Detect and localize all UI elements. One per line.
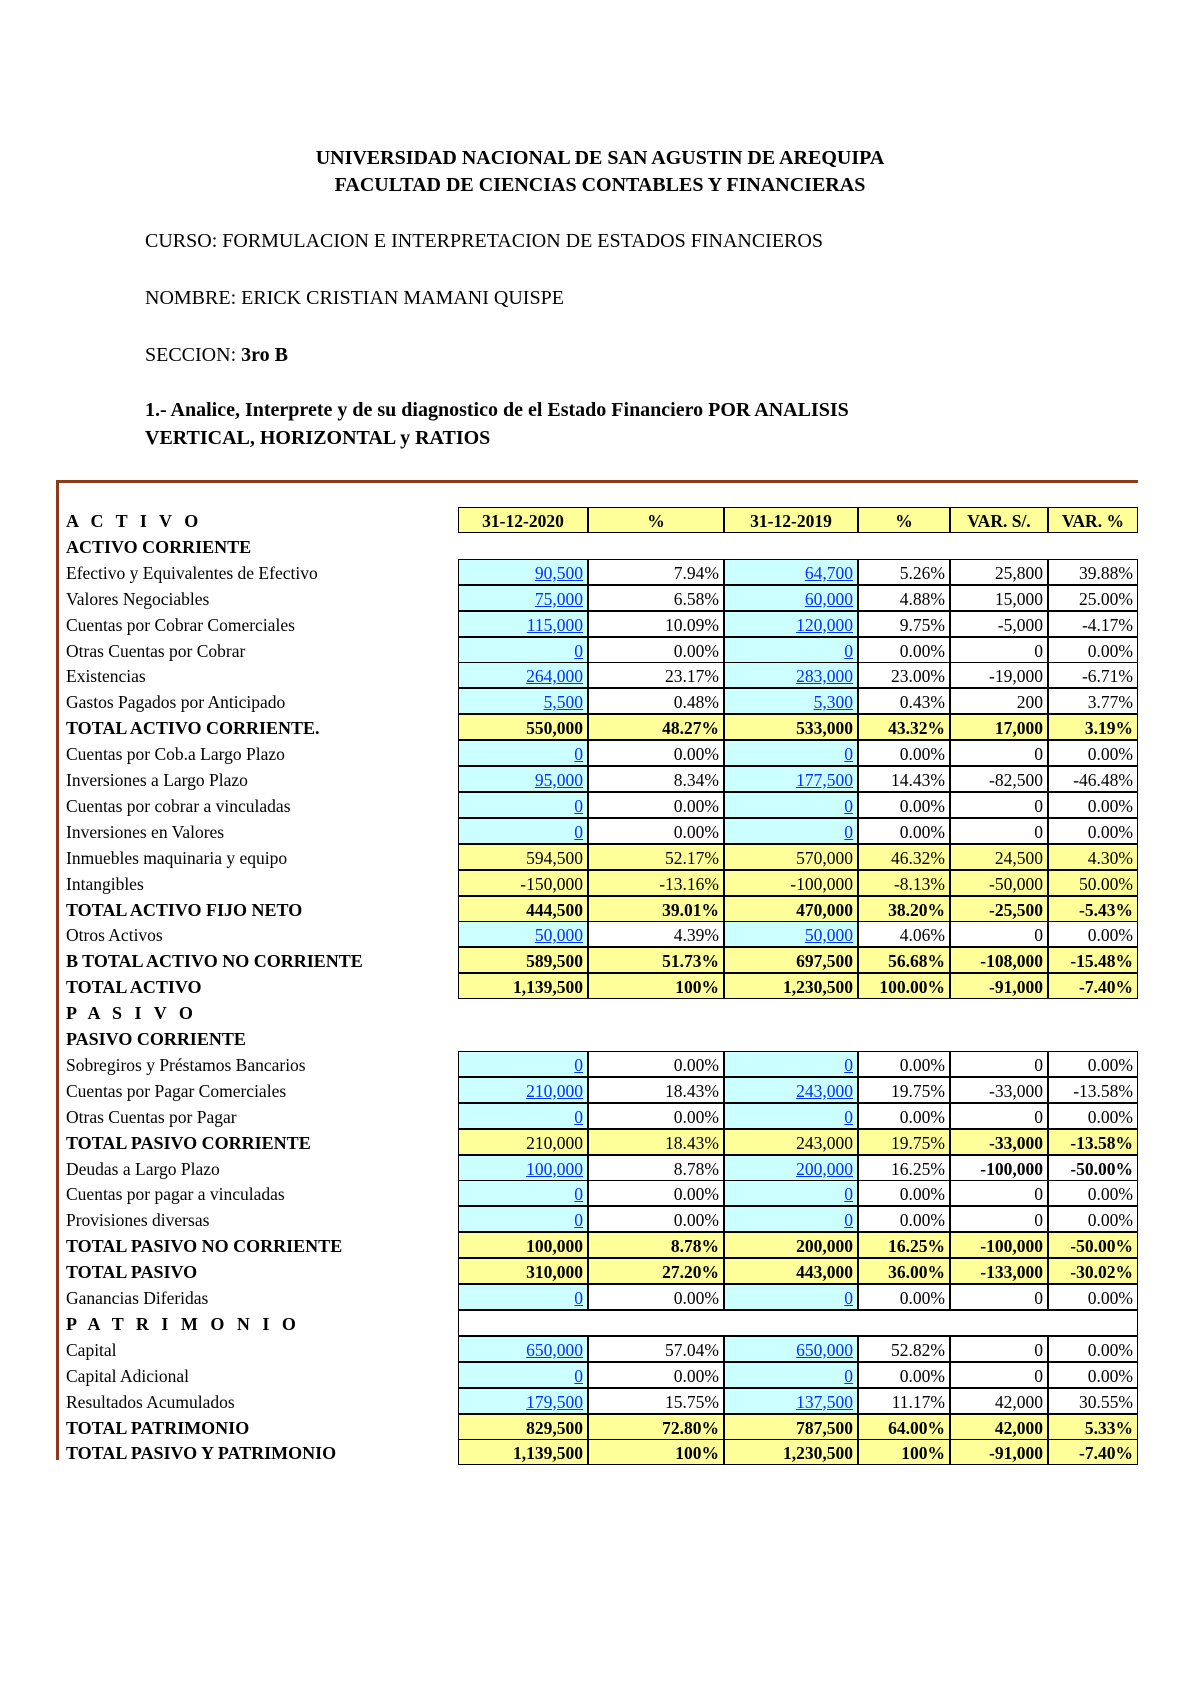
row-label: TOTAL PATRIMONIO: [66, 1417, 250, 1438]
value-cell: 3.77%: [1048, 688, 1138, 714]
row-label: P A T R I M O N I O: [66, 1313, 300, 1334]
value-cell: 8.78%: [588, 1155, 724, 1181]
value-cell: 0: [950, 818, 1048, 844]
input-cell[interactable]: 0: [458, 1103, 588, 1129]
value-cell: -7.40%: [1048, 1439, 1138, 1465]
value-cell: 100%: [588, 1439, 724, 1465]
value-cell: 0: [950, 1103, 1048, 1129]
value-cell: -5.43%: [1048, 896, 1138, 922]
value-cell: 0.00%: [858, 637, 950, 663]
value-cell: -91,000: [950, 1439, 1048, 1465]
value-cell: 4.06%: [858, 921, 950, 947]
value-cell: 100%: [858, 1439, 950, 1465]
table-row: [0, 1103, 1200, 1129]
section-label: SECCION:: [145, 344, 242, 366]
table-row: [0, 1310, 1200, 1336]
value-cell: 6.58%: [588, 585, 724, 611]
table-row: [0, 973, 1200, 999]
value-cell: -4.17%: [1048, 611, 1138, 637]
value-cell: 310,000: [458, 1258, 588, 1284]
row-label: Cuentas por Pagar Comerciales: [66, 1080, 287, 1101]
value-cell: 0.00%: [1048, 818, 1138, 844]
value-cell: 36.00%: [858, 1258, 950, 1284]
value-cell: 697,500: [724, 947, 858, 973]
value-cell: 7.94%: [588, 559, 724, 585]
value-cell: 0.00%: [1048, 1051, 1138, 1077]
table-row: [0, 507, 1200, 533]
table-row: [0, 1439, 1200, 1465]
value-cell: -82,500: [950, 766, 1048, 792]
value-cell: 27.20%: [588, 1258, 724, 1284]
value-cell: 0.00%: [858, 1051, 950, 1077]
column-header: 31-12-2020: [458, 507, 588, 533]
value-cell: 18.43%: [588, 1129, 724, 1155]
table-row: [0, 947, 1200, 973]
value-cell: 243,000: [724, 1129, 858, 1155]
row-label: Cuentas por Cob.a Largo Plazo: [66, 744, 285, 765]
table-row: [0, 688, 1200, 714]
value-cell: -133,000: [950, 1258, 1048, 1284]
input-cell[interactable]: 5,500: [458, 688, 588, 714]
value-cell: 25,800: [950, 559, 1048, 585]
column-header: VAR. %: [1048, 507, 1138, 533]
table-row: [0, 533, 1200, 559]
table-row: [0, 1362, 1200, 1388]
table-row: [0, 1025, 1200, 1051]
input-cell[interactable]: 64,700: [724, 559, 858, 585]
value-cell: 0.00%: [858, 740, 950, 766]
input-cell[interactable]: 0: [458, 818, 588, 844]
value-cell: -7.40%: [1048, 973, 1138, 999]
input-cell[interactable]: 0: [458, 1051, 588, 1077]
value-cell: 0.00%: [1048, 1362, 1138, 1388]
value-cell: 4.30%: [1048, 844, 1138, 870]
value-cell: 42,000: [950, 1388, 1048, 1414]
value-cell: 0.00%: [1048, 921, 1138, 947]
input-cell[interactable]: 137,500: [724, 1388, 858, 1414]
value-cell: 1,230,500: [724, 1439, 858, 1465]
value-cell: 0.00%: [588, 637, 724, 663]
value-cell: 5.26%: [858, 559, 950, 585]
value-cell: 0.00%: [1048, 1284, 1138, 1310]
input-cell[interactable]: 0: [458, 1362, 588, 1388]
table-row: [0, 1051, 1200, 1077]
row-label: Provisiones diversas: [66, 1210, 210, 1231]
value-cell: 100%: [588, 973, 724, 999]
row-label: Inversiones a Largo Plazo: [66, 770, 248, 790]
input-cell[interactable]: 0: [458, 1206, 588, 1232]
value-cell: 3.19%: [1048, 714, 1138, 740]
value-cell: 443,000: [724, 1258, 858, 1284]
row-label: Deudas a Largo Plazo: [66, 1158, 220, 1179]
input-cell[interactable]: 200,000: [724, 1155, 858, 1181]
value-cell: 4.39%: [588, 921, 724, 947]
table-row: [0, 1414, 1200, 1440]
row-label: Inversiones en Valores: [66, 821, 225, 842]
table-row: [0, 662, 1200, 688]
table-row: [0, 611, 1200, 637]
table-row: [0, 999, 1200, 1025]
table-row: [0, 921, 1200, 947]
input-cell[interactable]: 0: [458, 1180, 588, 1206]
value-cell: 0.00%: [858, 1180, 950, 1206]
value-cell: 23.17%: [588, 662, 724, 688]
value-cell: -30.02%: [1048, 1258, 1138, 1284]
value-cell: 39.01%: [588, 896, 724, 922]
value-cell: 0: [950, 792, 1048, 818]
column-header: VAR. S/.: [950, 507, 1048, 533]
value-cell: 51.73%: [588, 947, 724, 973]
value-cell: 0.00%: [588, 1206, 724, 1232]
value-cell: 210,000: [458, 1129, 588, 1155]
value-cell: 5.33%: [1048, 1414, 1138, 1440]
value-cell: -33,000: [950, 1077, 1048, 1103]
value-cell: 24,500: [950, 844, 1048, 870]
column-header: %: [858, 507, 950, 533]
input-cell[interactable]: 264,000: [458, 662, 588, 688]
table-row: [0, 870, 1200, 896]
value-cell: 52.17%: [588, 844, 724, 870]
value-cell: 100,000: [458, 1232, 588, 1258]
row-label: Capital: [66, 1339, 117, 1360]
value-cell: -15.48%: [1048, 947, 1138, 973]
value-cell: 0.00%: [588, 1362, 724, 1388]
input-cell[interactable]: 243,000: [724, 1077, 858, 1103]
value-cell: 43.32%: [858, 714, 950, 740]
row-label: Valores Negociables: [66, 588, 210, 609]
column-header: 31-12-2019: [724, 507, 858, 533]
value-cell: -13.58%: [1048, 1077, 1138, 1103]
value-cell: 0.00%: [858, 1206, 950, 1232]
input-cell[interactable]: 90,500: [458, 559, 588, 585]
table-row: [0, 714, 1200, 740]
table-row: [0, 740, 1200, 766]
row-label: TOTAL ACTIVO FIJO NETO: [66, 899, 303, 920]
input-cell[interactable]: 210,000: [458, 1077, 588, 1103]
name-line: NOMBRE: ERICK CRISTIAN MAMANI QUISPE: [145, 287, 564, 309]
value-cell: 0.00%: [858, 792, 950, 818]
value-cell: 0: [950, 1051, 1048, 1077]
value-cell: 38.20%: [858, 896, 950, 922]
value-cell: 17,000: [950, 714, 1048, 740]
input-cell[interactable]: 0: [724, 1051, 858, 1077]
table-row: [0, 1232, 1200, 1258]
value-cell: -19,000: [950, 662, 1048, 688]
table-row: [0, 1388, 1200, 1414]
row-label: Cuentas por cobrar a vinculadas: [66, 795, 291, 816]
row-label: Efectivo y Equivalentes de Efectivo: [66, 562, 318, 583]
table-row: [0, 585, 1200, 611]
value-cell: 0.00%: [1048, 637, 1138, 663]
value-cell: 0: [950, 1362, 1048, 1388]
input-cell[interactable]: 650,000: [458, 1336, 588, 1362]
value-cell: 0.00%: [588, 1103, 724, 1129]
input-cell[interactable]: 50,000: [458, 921, 588, 947]
value-cell: 15,000: [950, 585, 1048, 611]
row-label: PASIVO CORRIENTE: [66, 1029, 246, 1049]
value-cell: 50.00%: [1048, 870, 1138, 896]
value-cell: 0.00%: [1048, 1206, 1138, 1232]
value-cell: -100,000: [724, 870, 858, 896]
value-cell: 52.82%: [858, 1336, 950, 1362]
table-row: [0, 1336, 1200, 1362]
value-cell: -5,000: [950, 611, 1048, 637]
row-label: Cuentas por Cobrar Comerciales: [66, 614, 295, 635]
value-cell: 0.00%: [588, 792, 724, 818]
value-cell: 8.78%: [588, 1232, 724, 1258]
value-cell: 0.00%: [858, 1284, 950, 1310]
university-title: UNIVERSIDAD NACIONAL DE SAN AGUSTIN DE AREQUIPA: [315, 147, 885, 169]
table-row: [0, 1258, 1200, 1284]
value-cell: 39.88%: [1048, 559, 1138, 585]
input-cell[interactable]: 0: [724, 637, 858, 663]
input-cell[interactable]: 95,000: [458, 766, 588, 792]
value-cell: -100,000: [950, 1155, 1048, 1181]
value-cell: -6.71%: [1048, 662, 1138, 688]
value-cell: 0.00%: [1048, 740, 1138, 766]
table-row: [0, 637, 1200, 663]
value-cell: 0.00%: [1048, 792, 1138, 818]
input-cell[interactable]: 0: [724, 792, 858, 818]
value-cell: 0.43%: [858, 688, 950, 714]
value-cell: 0.00%: [858, 818, 950, 844]
value-cell: 16.25%: [858, 1155, 950, 1181]
value-cell: -25,500: [950, 896, 1048, 922]
value-cell: 64.00%: [858, 1414, 950, 1440]
course-line: CURSO: FORMULACION E INTERPRETACION DE ESTADOS FINANCIEROS: [145, 230, 823, 252]
table-row: [0, 1077, 1200, 1103]
value-cell: 72.80%: [588, 1414, 724, 1440]
input-cell[interactable]: 60,000: [724, 585, 858, 611]
value-cell: 19.75%: [858, 1129, 950, 1155]
row-label: Sobregiros y Préstamos Bancarios: [66, 1054, 306, 1075]
value-cell: 0: [950, 1284, 1048, 1310]
table-row: [0, 766, 1200, 792]
value-cell: 14.43%: [858, 766, 950, 792]
value-cell: 470,000: [724, 896, 858, 922]
table-row: [0, 1155, 1200, 1181]
value-cell: 30.55%: [1048, 1388, 1138, 1414]
table-row: [0, 818, 1200, 844]
input-cell[interactable]: 0: [724, 1103, 858, 1129]
value-cell: -46.48%: [1048, 766, 1138, 792]
value-cell: 0.00%: [588, 1284, 724, 1310]
input-cell[interactable]: 283,000: [724, 662, 858, 688]
row-label: Resultados Acumulados: [66, 1391, 235, 1412]
value-cell: -91,000: [950, 973, 1048, 999]
row-label: P A S I V O: [66, 1003, 197, 1024]
input-cell[interactable]: 0: [724, 1284, 858, 1310]
value-cell: 23.00%: [858, 662, 950, 688]
input-cell[interactable]: 115,000: [458, 611, 588, 637]
value-cell: 200: [950, 688, 1048, 714]
value-cell: 0: [950, 740, 1048, 766]
table-row: [0, 1129, 1200, 1155]
row-label: TOTAL PASIVO: [66, 1262, 198, 1283]
value-cell: 0.00%: [1048, 1336, 1138, 1362]
row-label: Otros Activos: [66, 925, 163, 946]
row-label: Ganancias Diferidas: [66, 1288, 209, 1308]
table-row: [0, 1206, 1200, 1232]
input-cell[interactable]: 0: [458, 792, 588, 818]
value-cell: 0: [950, 1180, 1048, 1206]
row-label: Otras Cuentas por Cobrar: [66, 640, 246, 661]
value-cell: 570,000: [724, 844, 858, 870]
value-cell: 42,000: [950, 1414, 1048, 1440]
row-label: Gastos Pagados por Anticipado: [66, 692, 286, 713]
table-row: [0, 1284, 1200, 1310]
row-label: Otras Cuentas por Pagar: [66, 1106, 237, 1127]
value-cell: 0: [950, 921, 1048, 947]
input-cell[interactable]: 0: [458, 1284, 588, 1310]
value-cell: 829,500: [458, 1414, 588, 1440]
row-label: TOTAL PASIVO NO CORRIENTE: [66, 1236, 343, 1257]
value-cell: -50,000: [950, 870, 1048, 896]
value-cell: 0.00%: [588, 1180, 724, 1206]
value-cell: 0.00%: [588, 1051, 724, 1077]
table-row: [0, 1180, 1200, 1206]
value-cell: 0.00%: [1048, 1180, 1138, 1206]
input-cell[interactable]: 50,000: [724, 921, 858, 947]
value-cell: -13.16%: [588, 870, 724, 896]
row-label: Existencias: [66, 666, 146, 687]
question-line-1: 1.- Analice, Interprete y de su diagnostico de el Estado Financiero POR ANALISIS: [145, 399, 849, 421]
value-cell: -50.00%: [1048, 1155, 1138, 1181]
value-cell: 0.00%: [588, 818, 724, 844]
value-cell: -150,000: [458, 870, 588, 896]
value-cell: 16.25%: [858, 1232, 950, 1258]
value-cell: 550,000: [458, 714, 588, 740]
table-row: [0, 792, 1200, 818]
row-label: TOTAL ACTIVO: [66, 977, 202, 998]
value-cell: 0.00%: [858, 1103, 950, 1129]
value-cell: 10.09%: [588, 611, 724, 637]
value-cell: 19.75%: [858, 1077, 950, 1103]
value-cell: 1,139,500: [458, 1439, 588, 1465]
value-cell: -50.00%: [1048, 1232, 1138, 1258]
row-label: Inmuebles maquinaria y equipo: [66, 847, 288, 868]
input-cell[interactable]: 75,000: [458, 585, 588, 611]
faculty-title: FACULTAD DE CIENCIAS CONTABLES Y FINANCIERAS: [334, 174, 866, 196]
row-label: Intangibles: [66, 873, 144, 894]
input-cell[interactable]: 5,300: [724, 688, 858, 714]
top-rule: [56, 480, 1138, 483]
value-cell: 1,230,500: [724, 973, 858, 999]
value-cell: -13.58%: [1048, 1129, 1138, 1155]
value-cell: 0.48%: [588, 688, 724, 714]
value-cell: 0: [950, 1206, 1048, 1232]
row-label: Capital Adicional: [66, 1365, 189, 1386]
value-cell: 1,139,500: [458, 973, 588, 999]
row-label: A C T I V O: [66, 511, 203, 531]
row-label: TOTAL PASIVO CORRIENTE: [66, 1132, 311, 1153]
input-cell[interactable]: 120,000: [724, 611, 858, 637]
input-cell[interactable]: 0: [724, 740, 858, 766]
value-cell: 533,000: [724, 714, 858, 740]
row-label: B TOTAL ACTIVO NO CORRIENTE: [66, 951, 363, 972]
column-header: %: [588, 507, 724, 533]
input-cell[interactable]: 0: [724, 1362, 858, 1388]
value-cell: 57.04%: [588, 1336, 724, 1362]
value-cell: 46.32%: [858, 844, 950, 870]
value-cell: -33,000: [950, 1129, 1048, 1155]
row-label: TOTAL ACTIVO CORRIENTE.: [66, 718, 320, 739]
value-cell: 100.00%: [858, 973, 950, 999]
input-cell[interactable]: 0: [458, 637, 588, 663]
value-cell: 11.17%: [858, 1388, 950, 1414]
value-cell: 444,500: [458, 896, 588, 922]
input-cell[interactable]: 0: [724, 1206, 858, 1232]
value-cell: 0.00%: [858, 1362, 950, 1388]
section-line: [145, 344, 288, 367]
value-cell: 0.00%: [1048, 1103, 1138, 1129]
row-label: ACTIVO CORRIENTE: [66, 536, 252, 557]
input-cell[interactable]: 100,000: [458, 1155, 588, 1181]
value-cell: 0: [950, 1336, 1048, 1362]
input-cell[interactable]: 650,000: [724, 1336, 858, 1362]
value-cell: 0: [950, 637, 1048, 663]
value-cell: 594,500: [458, 844, 588, 870]
value-cell: 56.68%: [858, 947, 950, 973]
input-cell[interactable]: 0: [724, 818, 858, 844]
row-label: Cuentas por pagar a vinculadas: [66, 1184, 285, 1205]
value-cell: 15.75%: [588, 1388, 724, 1414]
value-cell: -108,000: [950, 947, 1048, 973]
table-row: [0, 844, 1200, 870]
value-cell: 25.00%: [1048, 585, 1138, 611]
value-cell: -8.13%: [858, 870, 950, 896]
table-row: [0, 896, 1200, 922]
value-cell: 200,000: [724, 1232, 858, 1258]
value-cell: 18.43%: [588, 1077, 724, 1103]
row-label: TOTAL PASIVO Y PATRIMONIO: [66, 1443, 337, 1464]
value-cell: -100,000: [950, 1232, 1048, 1258]
input-cell[interactable]: 0: [724, 1180, 858, 1206]
value-cell: 0.00%: [588, 740, 724, 766]
value-cell: 787,500: [724, 1414, 858, 1440]
section-value: 3ro B: [241, 344, 288, 366]
value-cell: 4.88%: [858, 585, 950, 611]
input-cell[interactable]: 179,500: [458, 1388, 588, 1414]
input-cell[interactable]: 177,500: [724, 766, 858, 792]
table-row: [0, 559, 1200, 585]
value-cell: 8.34%: [588, 766, 724, 792]
value-cell: 589,500: [458, 947, 588, 973]
value-cell: 9.75%: [858, 611, 950, 637]
input-cell[interactable]: 0: [458, 740, 588, 766]
question-line-2: VERTICAL, HORIZONTAL y RATIOS: [145, 427, 491, 449]
empty-cell-block: [458, 1310, 1138, 1336]
value-cell: 48.27%: [588, 714, 724, 740]
